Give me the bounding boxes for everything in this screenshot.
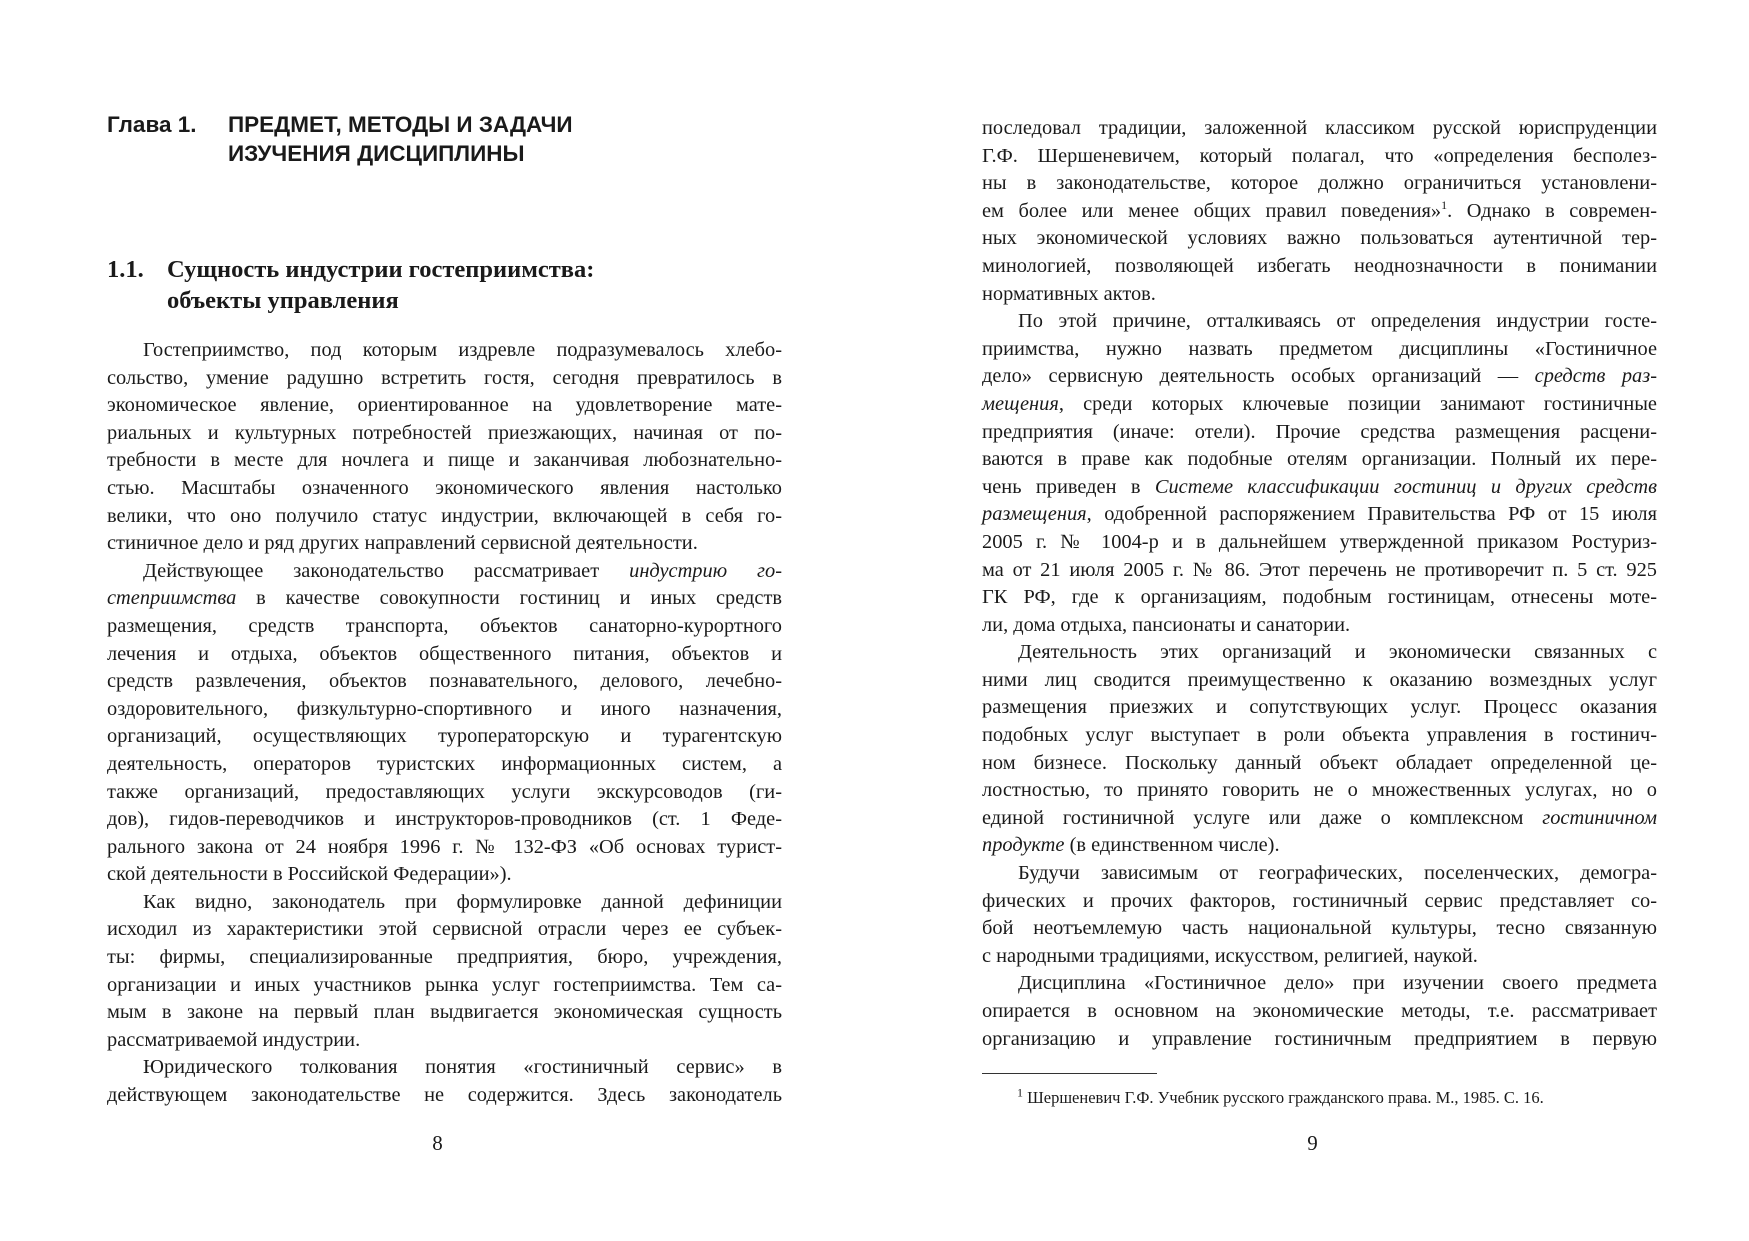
- text-line: фических и прочих факторов, гостиничный сервис представляет со-: [982, 889, 1657, 912]
- text-line: ской деятельности в Российской Федерации»).: [107, 863, 512, 886]
- text-line: бой неотъемлемую часть национальной культуры, тесно связанную: [982, 917, 1657, 940]
- text-line: действующем законодательстве не содержится. Здесь законодатель: [107, 1084, 782, 1107]
- page-number: 9: [1307, 1131, 1318, 1155]
- italic-term: индустрию го-: [629, 559, 782, 582]
- text-line: деятельность, операторов туристских информационных систем, а: [107, 752, 782, 775]
- text-line: рассматриваемой индустрии.: [107, 1028, 361, 1051]
- text-line: 2005 г. № 1004-р и в дальнейшем утвержденной приказом Ростуриз-: [982, 530, 1657, 553]
- italic-term: степриимства: [107, 587, 237, 610]
- left-body-text: [107, 337, 782, 1110]
- text-line: подобных услуг выступает в роли объекта управления в гостинич-: [982, 724, 1657, 747]
- text-line: размещения, средств транспорта, объектов санаторно-курортного: [107, 614, 782, 637]
- italic-term: мещения: [982, 392, 1059, 415]
- text-line: последовал традиции, заложенной классиком русской юриспруденции: [982, 117, 1657, 139]
- text-line: опирается в основном на экономические методы, т.е. рассматривает: [982, 1000, 1657, 1022]
- text-line: велики, что оно получило статус индустрии, включающей в себя го-: [107, 504, 782, 527]
- text-line: стью. Масштабы означенного экономического явления настолько: [107, 476, 782, 499]
- text-line: ты: фирмы, специализированные предприятия, бюро, учреждения,: [107, 946, 782, 969]
- text-line: степриимства в качестве совокупности гостиниц и иных средств: [107, 587, 782, 610]
- text-line: Дисциплина «Гостиничное дело» при изучении своего предмета: [1018, 972, 1657, 995]
- text-line: с народными традициями, искусством, религией, наукой.: [982, 944, 1478, 967]
- italic-term: Системе классификации гостиниц и других средств: [1154, 475, 1657, 498]
- text-line: оздоровительного, физкультурно-спортивного и иного назначения,: [107, 697, 782, 720]
- text-line: размещения, одобренной распоряжением Правительства РФ от 15 июля: [982, 503, 1657, 526]
- text-line: размещения приезжих и сопутствующих услуг. Процесс оказания: [982, 696, 1657, 719]
- italic-term: продукте: [982, 834, 1065, 857]
- text-line: ваются в праве как подобные отелям организации. Полный их пере-: [982, 448, 1657, 471]
- text-line: мым в законе на первый план выдвигается экономическая сущность: [107, 1001, 782, 1024]
- section-title-line: Сущность индустрии гостеприимства:: [167, 256, 595, 283]
- text-line: лостностью, то принято говорить не о множественных услугах, но о: [982, 779, 1657, 802]
- text-line: рального закона от 24 ноября 1996 г. № 132-ФЗ «Об основах турист-: [107, 835, 782, 858]
- text-line: экономическое явление, ориентированное на удовлетворение мате-: [107, 394, 782, 417]
- text-line: Деятельность этих организаций и экономически связанных с: [1018, 641, 1657, 664]
- italic-term: гостиничном: [1542, 806, 1657, 829]
- text-line: Будучи зависимым от географических, поселенческих, демогра-: [1018, 862, 1657, 885]
- italic-term: размещения: [982, 503, 1087, 526]
- text-line: ма от 21 июля 2005 г. № 86. Этот перечень не противоречит п. 5 ст. 925: [982, 558, 1657, 581]
- italic-term: средств раз-: [1534, 365, 1657, 388]
- text-line: Г.Ф. Шершеневичем, который полагал, что «определения бесполез-: [982, 144, 1657, 167]
- section-title-line: объекты управления: [167, 287, 399, 314]
- footnote-text: Шершеневич Г.Ф. Учебник русского гражданского права. М., 1985. С. 16.: [1027, 1088, 1544, 1107]
- text-line: предприятия (иначе: отели). Прочие средства размещения расцени-: [982, 420, 1657, 443]
- chapter-title: [228, 110, 728, 168]
- text-line: По этой причине, отталкиваясь от определения индустрии госте-: [1018, 310, 1657, 333]
- text-line: Гостеприимство, под которым издревле подразумевалось хлебо-: [143, 339, 782, 361]
- footnote: [1017, 1087, 1657, 1109]
- text-line: минологией, позволяющей избегать неоднозначности в понимании: [982, 254, 1657, 277]
- text-line: исходил из характеристики этой сервисной отрасли через ее субъек-: [107, 918, 782, 941]
- text-line: риальных и культурных потребностей приезжающих, начиная от по-: [107, 421, 782, 444]
- text-line: сольство, умение радушно встретить гостя, сегодня превратилось в: [107, 366, 782, 389]
- footnote-ref: 1: [1441, 197, 1448, 212]
- right-page: [982, 0, 1657, 1241]
- chapter-title-line: ИЗУЧЕНИЯ ДИСЦИПЛИНЫ: [228, 141, 525, 166]
- text-line: организаций, осуществляющих туроператорскую и турагентскую: [107, 725, 782, 748]
- text-line: стиничное дело и ряд других направлений сервисной деятельности.: [107, 532, 698, 555]
- section-title: [167, 254, 707, 316]
- text-line: также организаций, предоставляющих услуги экскурсоводов (ги-: [107, 780, 782, 803]
- text-line: дело» сервисную деятельность особых организаций — средств раз-: [982, 365, 1657, 388]
- text-line: единой гостиничной услуге или даже о комплексном гостиничном: [982, 806, 1657, 829]
- section-number: 1.1.: [107, 256, 144, 283]
- text-line: Юридического толкования понятия «гостиничный сервис» в: [143, 1056, 782, 1079]
- text-line: Как видно, законодатель при формулировке данной дефиниции: [143, 890, 782, 913]
- text-line: ны в законодательстве, которое должно ограничиться установлени-: [982, 172, 1657, 195]
- text-line: организации и иных участников рынка услуг гостеприимства. Тем са-: [107, 973, 782, 996]
- text-line: приимства, нужно назвать предметом дисциплины «Гостиничное: [982, 337, 1657, 360]
- page-number: 8: [432, 1131, 443, 1155]
- text-line: ними лиц сводится преимущественно к оказанию возмездных услуг: [982, 668, 1657, 691]
- text-line: ном бизнесе. Поскольку данный объект обладает определенной це-: [982, 751, 1657, 774]
- text-line: ли, дома отдыха, пансионаты и санатории.: [982, 613, 1351, 636]
- text-line: требности в месте для ночлега и пище и заканчивая любознательно-: [107, 449, 782, 472]
- text-line: продукте (в единственном числе).: [982, 834, 1280, 857]
- right-body-text: [982, 115, 1657, 1053]
- text-line: мещения, среди которых ключевые позиции занимают гостиничные: [982, 392, 1657, 415]
- text-line: Действующее законодательство рассматривает индустрию го-: [143, 559, 782, 582]
- text-line: ем более или менее общих правил поведения»$^1$. Однако в современ-: [982, 197, 1657, 222]
- text-line: ных экономической условиях важно пользоваться аутентичной тер-: [982, 227, 1657, 250]
- footnote-divider: [982, 1073, 1157, 1074]
- text-line: чень приведен в Системе классификации гостиниц и других средств: [982, 475, 1657, 498]
- chapter-label: Глава 1.: [107, 112, 197, 137]
- left-page: [107, 0, 782, 1241]
- text-line: организацию и управление гостиничным предприятием в первую: [982, 1027, 1657, 1050]
- text-line: ГК РФ, где к организациям, подобным гостиницам, отнесены моте-: [982, 586, 1657, 609]
- text-line: лечения и отдыха, объектов общественного питания, объектов и: [107, 642, 782, 665]
- footnote-marker: 1: [1017, 1085, 1023, 1100]
- chapter-title-line: ПРЕДМЕТ, МЕТОДЫ И ЗАДАЧИ: [228, 112, 573, 137]
- text-line: нормативных актов.: [982, 282, 1156, 305]
- text-line: дов), гидов-переводчиков и инструкторов-проводников (ст. 1 Феде-: [107, 808, 782, 831]
- text-line: средств развлечения, объектов познавательного, делового, лечебно-: [107, 670, 782, 693]
